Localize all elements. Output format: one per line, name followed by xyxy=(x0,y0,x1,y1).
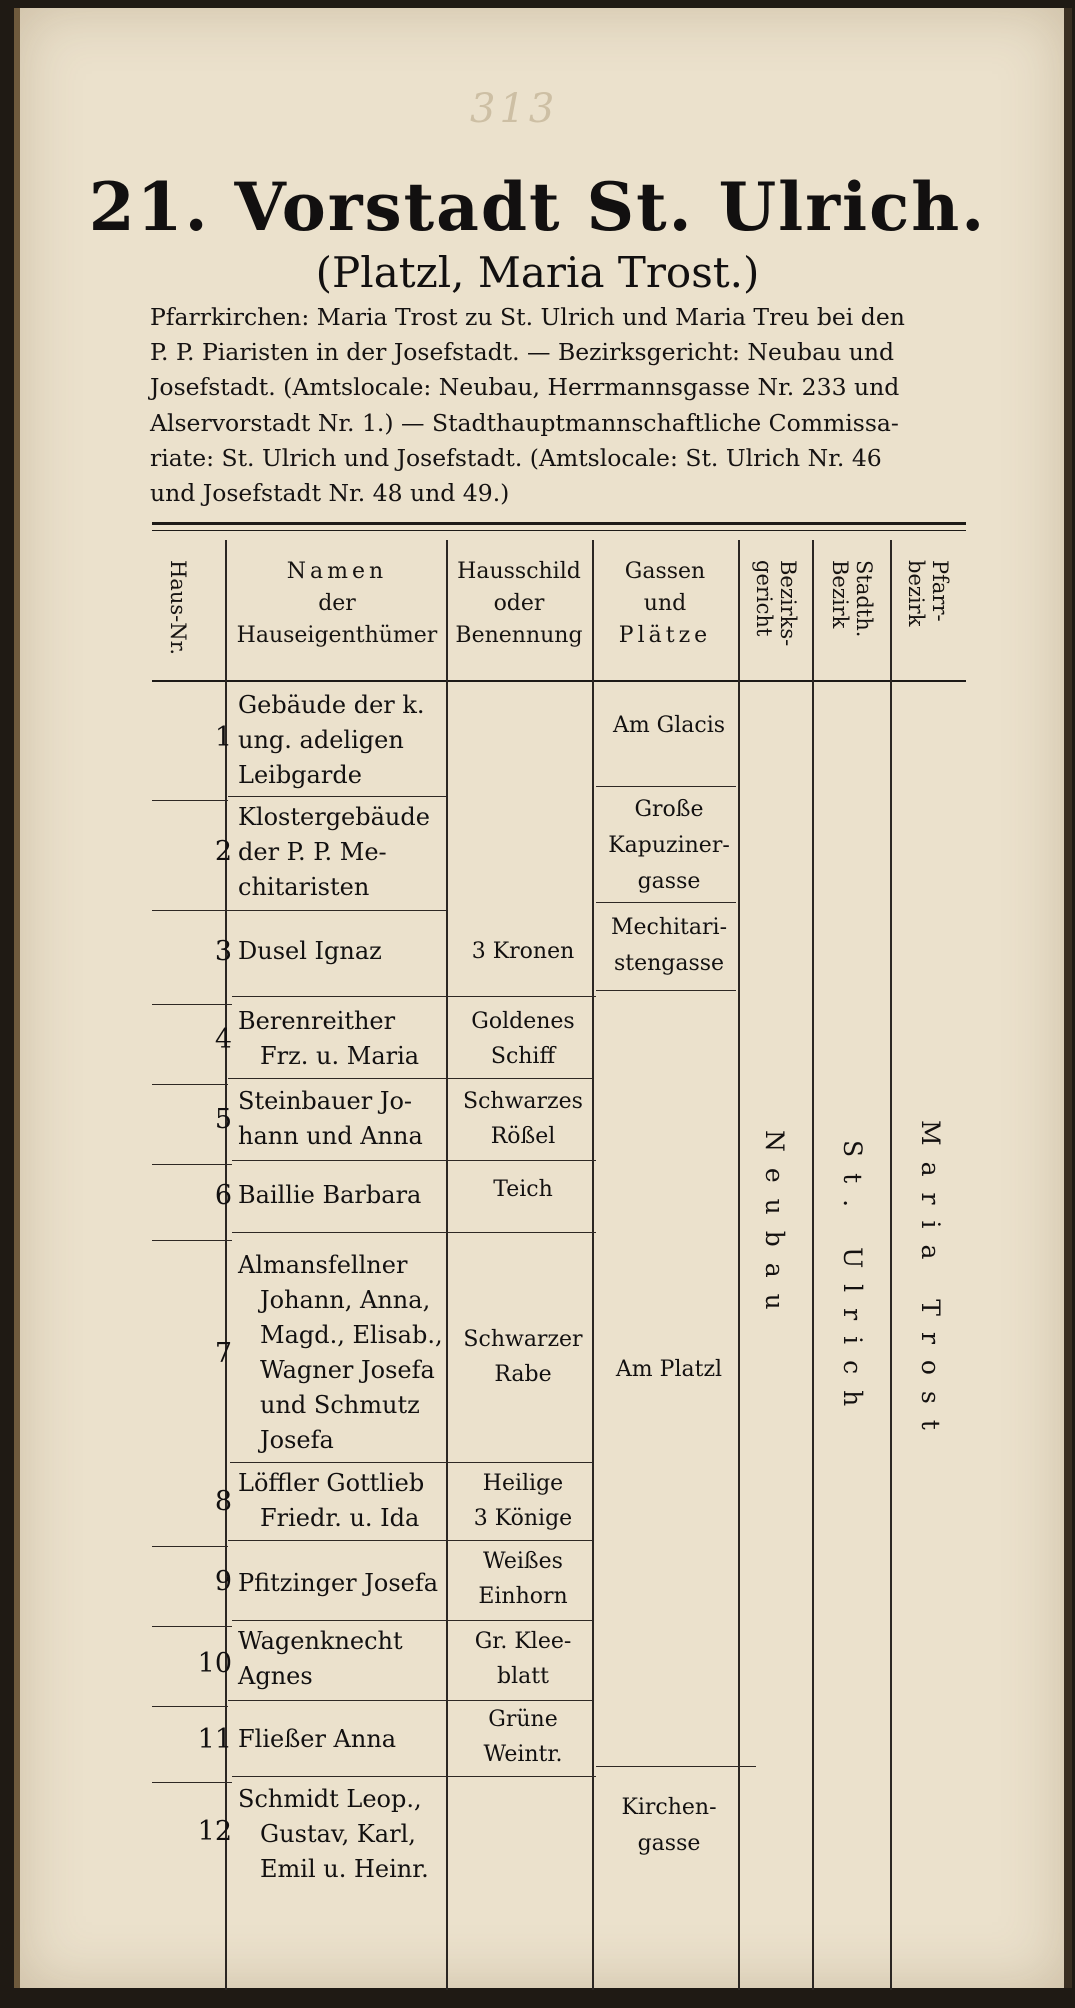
sign-line: Heilige xyxy=(482,1471,564,1496)
header-owners xyxy=(228,556,446,652)
header-sign-line: Hausschild xyxy=(457,559,581,584)
owner-cell xyxy=(238,1084,450,1154)
owner-cell xyxy=(238,1004,450,1074)
owner-cell xyxy=(238,1248,450,1458)
header-court: Bezirks-gericht xyxy=(752,560,800,647)
street-cell xyxy=(596,792,742,900)
row-divider xyxy=(232,1620,592,1621)
header-sign xyxy=(446,556,592,652)
street-divider xyxy=(596,1766,756,1767)
intro-paragraph xyxy=(150,300,970,511)
owner-line: und Schmutz xyxy=(260,1391,420,1419)
street-line: Am Glacis xyxy=(612,713,726,738)
street-divider xyxy=(596,786,736,787)
table-top-rule-thin xyxy=(152,530,966,531)
owner-cell xyxy=(238,1624,450,1694)
row-divider xyxy=(232,996,596,997)
owner-line: Johann, Anna, xyxy=(260,1286,431,1314)
row-divider xyxy=(228,796,446,797)
intro-line: Pfarrkirchen: Maria Trost zu St. Ulrich und Maria Treu bei den xyxy=(150,303,905,331)
row-divider xyxy=(152,800,228,801)
owner-line: Steinbauer Jo- xyxy=(238,1087,413,1115)
owner-line: Klostergebäude xyxy=(238,803,430,831)
sign-line: Schwarzer xyxy=(463,1327,583,1352)
row-divider xyxy=(232,1160,596,1161)
house-number: 6 xyxy=(214,1180,232,1211)
sign-line: blatt xyxy=(497,1664,549,1689)
house-number: 8 xyxy=(214,1486,232,1517)
parish-value: Maria Trost xyxy=(916,1120,945,1446)
column-divider xyxy=(225,540,227,1990)
sign-line: Rabe xyxy=(494,1362,552,1387)
street-line: Kapuziner- xyxy=(608,833,730,858)
page-number: 313 xyxy=(470,86,559,132)
header-streets-line: und xyxy=(643,591,687,616)
header-streets-line: Gassen xyxy=(624,559,706,584)
sign-cell xyxy=(450,1544,596,1614)
house-number: 12 xyxy=(197,1816,232,1847)
sign-line: Weißes xyxy=(483,1549,563,1574)
row-divider xyxy=(228,1540,592,1541)
row-divider xyxy=(152,1240,232,1241)
row-divider xyxy=(152,1546,228,1547)
sign-line: Schiff xyxy=(490,1044,556,1069)
owner-cell xyxy=(238,1722,450,1757)
intro-line: und Josefstadt Nr. 48 und 49.) xyxy=(150,479,510,508)
sign-line: Grüne xyxy=(488,1707,558,1732)
header-parish: Pfarr-bezirk xyxy=(904,560,952,627)
street-divider xyxy=(596,990,736,991)
owner-line: ung. adeligen xyxy=(238,726,404,754)
row-divider xyxy=(228,1700,592,1701)
owner-line: Leibgarde xyxy=(238,761,362,789)
sign-cell xyxy=(450,1702,596,1772)
owner-line: Agnes xyxy=(238,1662,313,1690)
sign-cell xyxy=(450,1084,596,1154)
sign-line: Goldenes xyxy=(471,1009,575,1034)
owner-line: Fließer Anna xyxy=(238,1725,397,1753)
header-streets-line: Plätze xyxy=(618,623,712,648)
owner-line: Löffler Gottlieb xyxy=(238,1469,425,1497)
owner-line: der P. P. Me- xyxy=(238,838,387,866)
sign-line: 3 Könige xyxy=(473,1506,573,1531)
sign-cell xyxy=(450,934,596,969)
owner-line: Schmidt Leop., xyxy=(238,1785,422,1813)
header-owners-line: Hauseigenthümer xyxy=(236,623,438,648)
court-value: Neubau xyxy=(760,1130,789,1326)
owner-line: Baillie Barbara xyxy=(238,1181,422,1209)
row-divider xyxy=(152,1164,232,1165)
owner-line: Pfitzinger Josefa xyxy=(238,1569,439,1597)
street-line: Große xyxy=(634,797,704,822)
sign-cell xyxy=(450,1624,596,1694)
street-divider xyxy=(596,902,736,903)
sign-line: Einhorn xyxy=(478,1584,568,1609)
header-district: Stadth. Bezirk xyxy=(828,560,876,638)
owner-cell xyxy=(238,800,450,905)
street-line: Mechitari- xyxy=(610,915,727,940)
row-divider xyxy=(152,1084,228,1085)
street-line: gasse xyxy=(637,869,701,894)
street-line: stengasse xyxy=(613,951,725,976)
street-cell xyxy=(596,708,742,744)
row-divider xyxy=(152,1706,228,1707)
owner-line: Berenreither xyxy=(238,1007,396,1035)
house-number: 10 xyxy=(197,1648,232,1679)
row-divider xyxy=(152,1626,232,1627)
row-divider xyxy=(232,1232,596,1233)
owner-line: Wagner Josefa xyxy=(260,1356,435,1384)
owner-line: Gustav, Karl, xyxy=(260,1820,416,1848)
column-divider xyxy=(592,540,594,1990)
column-divider xyxy=(890,540,892,1990)
owner-cell xyxy=(238,1178,450,1213)
column-divider xyxy=(738,540,740,1990)
street-cell xyxy=(596,1352,742,1388)
street-line: gasse xyxy=(637,1831,701,1856)
district-value: St. Ulrich xyxy=(838,1140,867,1423)
owner-cell xyxy=(238,688,450,793)
sign-line: 3 Kronen xyxy=(471,939,575,964)
owner-cell xyxy=(238,1466,450,1536)
sign-cell xyxy=(450,1004,596,1074)
house-number: 11 xyxy=(197,1724,232,1755)
owner-line: Emil u. Heinr. xyxy=(260,1855,429,1883)
row-divider xyxy=(152,910,446,911)
owner-line: Dusel Ignaz xyxy=(238,937,382,965)
table-top-rule xyxy=(152,522,966,525)
sign-line: Schwarzes xyxy=(463,1089,583,1114)
house-number: 4 xyxy=(214,1024,232,1055)
house-number: 1 xyxy=(214,722,232,753)
sign-line: Rößel xyxy=(490,1124,556,1149)
page-subtitle: (Platzl, Maria Trost.) xyxy=(315,248,760,297)
row-divider xyxy=(230,1462,592,1463)
house-number: 5 xyxy=(214,1104,232,1135)
sign-line: Teich xyxy=(493,1177,553,1202)
street-line: Kirchen- xyxy=(621,1795,717,1820)
intro-line: Josefstadt. (Amtslocale: Neubau, Herrmannsgasse Nr. 233 und xyxy=(150,373,900,402)
street-cell xyxy=(596,1790,742,1862)
owner-line: Friedr. u. Ida xyxy=(260,1504,420,1532)
table-header-rule xyxy=(152,680,966,682)
house-number: 9 xyxy=(214,1566,232,1597)
row-divider xyxy=(232,1776,596,1777)
house-number: 7 xyxy=(214,1338,232,1369)
owner-line: Gebäude der k. xyxy=(238,691,425,719)
owner-line: hann und Anna xyxy=(238,1122,423,1150)
header-streets xyxy=(592,556,738,652)
street-line: Am Platzl xyxy=(615,1357,723,1382)
row-divider xyxy=(152,1782,232,1783)
house-number: 3 xyxy=(214,936,232,967)
row-divider xyxy=(152,1004,232,1005)
intro-line: P. P. Piaristen in der Josefstadt. — Bezirksgericht: Neubau und xyxy=(150,338,895,367)
intro-line: riate: St. Ulrich und Josefstadt. (Amtslocale: St. Ulrich Nr. 46 xyxy=(150,443,882,472)
row-divider xyxy=(228,1078,592,1079)
sign-cell xyxy=(450,1322,596,1392)
header-sign-line: Benennung xyxy=(455,623,583,648)
header-owners-line: Namen xyxy=(286,559,388,584)
owner-line: Frz. u. Maria xyxy=(260,1042,420,1070)
owner-line: chitaristen xyxy=(238,873,370,901)
owner-cell xyxy=(238,1782,450,1887)
owner-cell xyxy=(238,934,450,969)
intro-line: Alservorstadt Nr. 1.) — Stadthauptmannschaftliche Commissa- xyxy=(150,408,899,437)
column-divider xyxy=(812,540,814,1990)
owner-line: Josefa xyxy=(260,1426,334,1454)
owner-line: Almansfellner xyxy=(238,1251,408,1279)
sign-cell xyxy=(450,1466,596,1536)
page-title: 21. Vorstadt St. Ulrich. xyxy=(88,168,987,246)
sign-cell xyxy=(450,1172,596,1207)
owner-cell xyxy=(238,1566,450,1601)
house-number: 2 xyxy=(214,836,232,867)
header-owners-line: der xyxy=(318,591,356,616)
header-house-no: Haus-Nr. xyxy=(166,560,190,656)
street-cell xyxy=(596,910,742,982)
header-sign-line: oder xyxy=(493,591,545,616)
sign-line: Weintr. xyxy=(483,1742,563,1767)
sign-line: Gr. Klee- xyxy=(474,1629,572,1654)
owner-line: Magd., Elisab., xyxy=(260,1321,443,1349)
owner-line: Wagenknecht xyxy=(238,1627,403,1655)
